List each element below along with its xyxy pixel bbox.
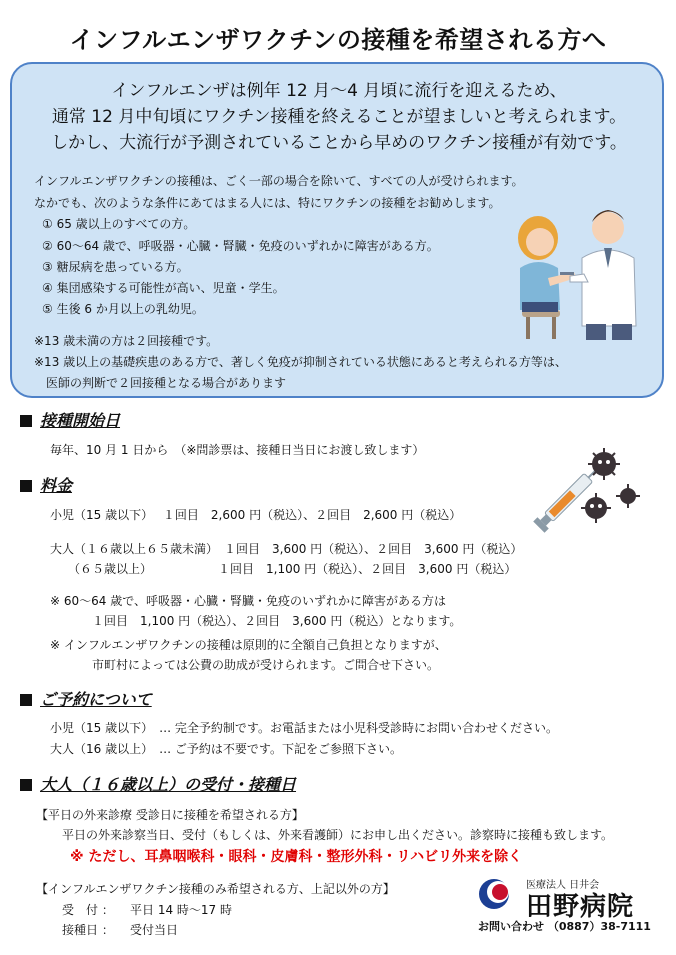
note-line-2: ※13 歳以上の基礎疾患のある方で、著しく免疫が抑制されている状態にあると考えられる方等は、	[34, 355, 567, 369]
reservation-adult: 大人（16 歳以上） … ご予約は不要です。下記をご参照下さい。	[50, 742, 402, 756]
section-heading-label: 料金	[40, 476, 73, 495]
note-line-3: 医師の判断で２回接種となる場合があります	[34, 376, 287, 390]
vaccination-date-label: 接種日 ：	[62, 923, 114, 937]
syringe-virus-illustration	[530, 446, 642, 536]
square-bullet-icon	[20, 415, 32, 427]
condition-item: ③ 糖尿病を患っている方。	[42, 260, 189, 274]
fee-note-1a: ※ 60～64 歳で、呼吸器・心臓・腎臓・免疫のいずれかに障害がある方は	[50, 594, 446, 608]
page-title: インフルエンザワクチンの接種を希望される方へ	[69, 26, 607, 54]
section-heading-label: 大人（１６歳以上）の受付・接種日	[40, 775, 297, 794]
square-bullet-icon	[20, 694, 32, 706]
weekday-text: 平日の外来診察当日、受付（もしくは、外来看護師）にお申し出ください。診察時に接種も致します。	[62, 828, 614, 842]
note-line-1: ※13 歳未満の方は２回接種です。	[34, 334, 219, 348]
section-heading-label: ご予約について	[40, 690, 152, 709]
square-bullet-icon	[20, 480, 32, 492]
fee-adult-65-plus: （６５歳以上） １回目 1,100 円（税込）、２回目 3,600 円（税込）	[50, 562, 517, 576]
section-heading-label: 接種開始日	[40, 411, 121, 430]
condition-item: ④ 集団感染する可能性が高い、児童・学生。	[42, 281, 285, 295]
hospital-name: 田野病院	[526, 892, 635, 922]
lead-line-3: しかし、大流行が予測されていることから早めのワクチン接種が有効です。	[51, 133, 627, 153]
section-heading-reservation	[20, 687, 152, 710]
intro-line-1: インフルエンザワクチンの接種は、ごく一部の場合を除いて、すべての人が受けられます。	[34, 174, 524, 188]
start-date-text: 毎年、10 月 1 日から （※問診票は、接種日当日にお渡し致します）	[50, 443, 425, 457]
section-heading-start	[20, 408, 120, 431]
square-bullet-icon	[20, 779, 32, 791]
section-heading-fee	[20, 473, 72, 496]
hospital-logo	[478, 872, 664, 936]
lead-line-1: インフルエンザは例年 12 月～4 月頃に流行を迎えるため、	[111, 81, 567, 101]
condition-item: ⑤ 生後 6 か月以上の乳幼児。	[42, 302, 204, 316]
condition-item: ② 60～64 歳で、呼吸器・心臓・腎臓・免疫のいずれかに障害がある方。	[42, 239, 439, 253]
condition-item: ① 65 歳以上のすべての方。	[42, 217, 196, 231]
vaccination-date-value: 受付当日	[130, 923, 179, 937]
fee-note-1b: １回目 1,100 円（税込）、２回目 3,600 円（税込）となります。	[92, 614, 462, 628]
hospital-logo-icon	[478, 878, 512, 910]
reception-label: 受 付 ：	[62, 903, 114, 917]
fee-adult-under-65: 大人（１６歳以上６５歳未満） １回目 3,600 円（税込）、２回目 3,600 円（税込）	[50, 542, 523, 556]
reception-value: 平日 14 時～17 時	[130, 903, 232, 917]
fee-note-2a: ※ インフルエンザワクチンの接種は原則的に全額自己負担となりますが、	[50, 638, 447, 652]
weekday-title: 【平日の外来診療 受診日に接種を希望される方】	[36, 808, 304, 822]
fee-note-2b: 市町村によっては公費の助成が受けられます。ご問合せ下さい。	[92, 658, 440, 672]
reservation-child: 小児（15 歳以下） … 完全予約制です。お電話または小児科受診時にお問い合わせください。	[50, 721, 558, 735]
intro-line-2: なかでも、次のような条件にあてはまる人には、特にワクチンの接種をお勧めします。	[34, 196, 501, 210]
vaccine-only-title: 【インフルエンザワクチン接種のみ希望される方、上記以外の方】	[36, 882, 395, 896]
lead-line-2: 通常 12 月中旬頃にワクチン接種を終えることが望ましいと考えられます。	[51, 107, 627, 127]
hospital-corporation: 医療法人 日井会	[526, 880, 600, 891]
exception-note: ※ ただし、耳鼻咽喉科・眼科・皮膚科・整形外科・リハビリ外来を除く	[70, 849, 523, 865]
hospital-contact: お問い合わせ （0887）38-7111	[478, 920, 651, 933]
section-heading-adult-reception	[20, 772, 296, 795]
doctor-vaccinating-patient-illustration	[508, 198, 642, 343]
fee-child: 小児（15 歳以下） １回目 2,600 円（税込）、２回目 2,600 円（税込）	[50, 508, 462, 522]
